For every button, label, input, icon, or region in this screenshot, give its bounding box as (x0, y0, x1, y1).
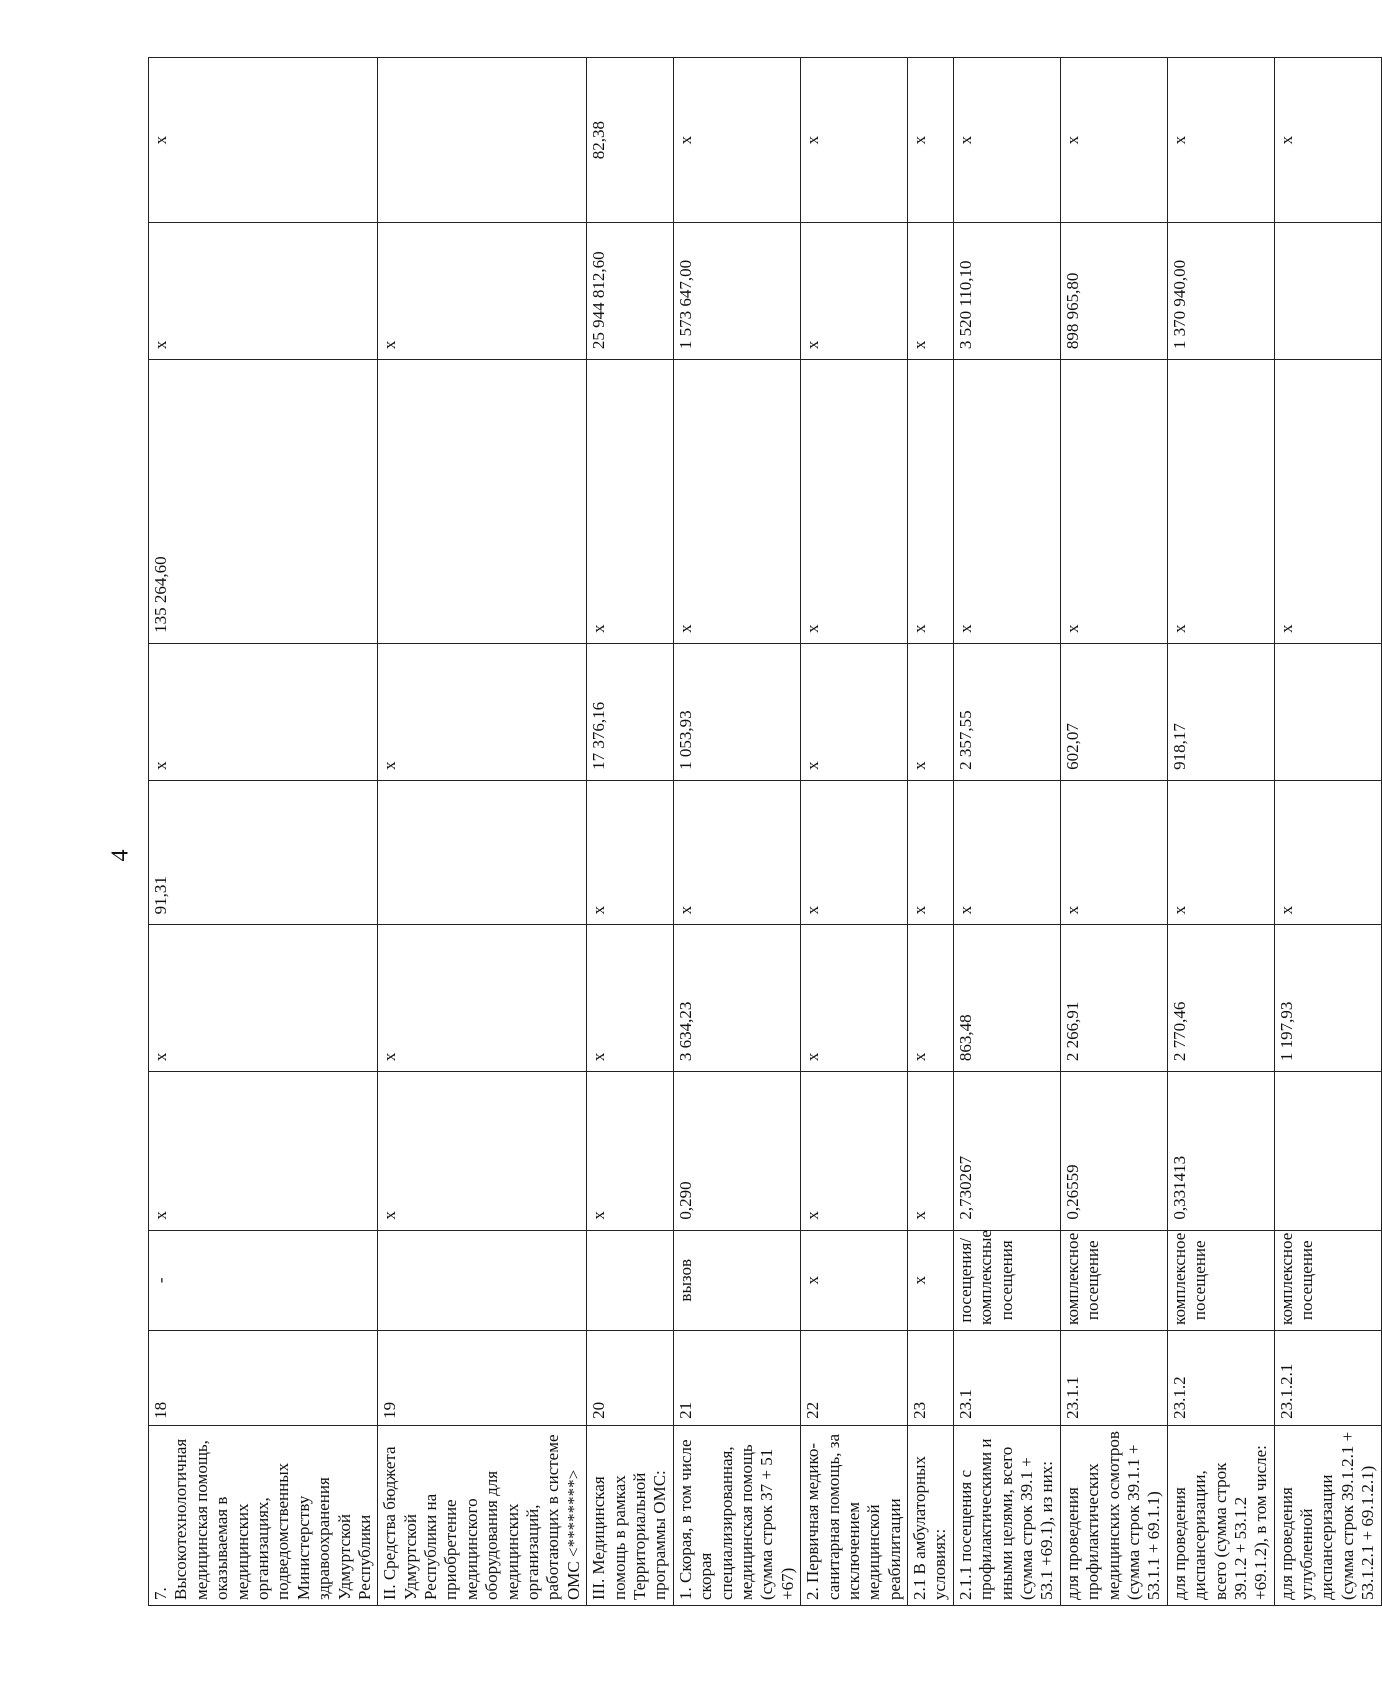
row-name: для проведения профилактических медицинских осмотров (сумма строк 39.1.1 + 53.1.1 + 69.1.1) (1060, 1425, 1167, 1605)
row-number: 23.1.2.1 (1274, 1330, 1381, 1425)
cost-per-unit: 2 770,46 (1167, 925, 1274, 1072)
table-row (908, 58, 954, 1606)
row-number: 21 (673, 1330, 800, 1425)
percent-share (378, 58, 587, 223)
total-oms: 898 965,80 (1060, 223, 1167, 360)
table-row (587, 58, 674, 1606)
cost-per-unit: 863,48 (953, 925, 1060, 1072)
row-number: 18 (149, 1330, 378, 1425)
per-capita-budget: x (908, 780, 954, 925)
row-name: 1. Скорая, в том числе скорая специализированная, медицинская помощь (сумма строк 37 + 51 +67) (673, 1425, 800, 1605)
percent-share: x (149, 58, 378, 223)
cost-per-unit: 1 197,93 (1274, 925, 1381, 1072)
unit-of-measure: комплексное посещение (1167, 1230, 1274, 1330)
unit-of-measure: x (908, 1230, 954, 1330)
row-number: 22 (801, 1330, 908, 1425)
total-oms: 3 520 110,10 (953, 223, 1060, 360)
row-number: 23.1.2 (1167, 1330, 1274, 1425)
total-budget: x (908, 360, 954, 644)
rotated-table-wrapper (148, 57, 1378, 1606)
total-budget: x (587, 360, 674, 644)
percent-share: x (953, 58, 1060, 223)
unit-of-measure: комплексное посещение (1274, 1230, 1381, 1330)
total-budget: x (1274, 360, 1381, 644)
percent-share: x (1060, 58, 1167, 223)
cost-per-unit: 3 634,23 (673, 925, 800, 1072)
total-oms: x (149, 223, 378, 360)
table-row (1167, 58, 1274, 1606)
row-name: 2.1 В амбулаторных условиях: (908, 1425, 954, 1605)
row-name: 2. Первичная медико-санитарная помощь, за исключением медицинской реабилитации (801, 1425, 908, 1605)
unit-of-measure (378, 1230, 587, 1330)
unit-of-measure: посещения/ комплексные посещения (953, 1230, 1060, 1330)
row-name: 7. Высокотехнологичная медицинская помощь, оказываемая в медицинских организациях, подведомственных Министерству здравоохранения Удмуртской Республики (149, 1425, 378, 1605)
total-oms: x (378, 223, 587, 360)
total-oms: 25 944 812,60 (587, 223, 674, 360)
unit-of-measure: комплексное посещение (1060, 1230, 1167, 1330)
cost-per-unit: x (149, 925, 378, 1072)
cost-per-unit: x (908, 925, 954, 1072)
unit-of-measure: x (801, 1230, 908, 1330)
unit-of-measure: вызов (673, 1230, 800, 1330)
percent-share: x (673, 58, 800, 223)
program-table (148, 57, 1382, 1606)
row-number: 23.1 (953, 1330, 1060, 1425)
per-capita-oms: 602,07 (1060, 643, 1167, 780)
row-number: 23 (908, 1330, 954, 1425)
volume-per-person: 0,331413 (1167, 1072, 1274, 1231)
percent-share: x (1274, 58, 1381, 223)
per-capita-oms: 2 357,55 (953, 643, 1060, 780)
per-capita-oms: x (801, 643, 908, 780)
per-capita-oms: 918,17 (1167, 643, 1274, 780)
per-capita-oms (1274, 643, 1381, 780)
row-name: для проведения углубленной диспансеризации (сумма строк 39.1.2.1 + 53.1.2.1 + 69.1.2.1) (1274, 1425, 1381, 1605)
per-capita-oms: 1 053,93 (673, 643, 800, 780)
volume-per-person: x (908, 1072, 954, 1231)
volume-per-person: x (587, 1072, 674, 1231)
volume-per-person: x (378, 1072, 587, 1231)
total-oms: x (908, 223, 954, 360)
total-budget: 135 264,60 (149, 360, 378, 644)
total-budget: x (953, 360, 1060, 644)
row-name: для проведения диспансеризации, всего (сумма строк 39.1.2 + 53.1.2 +69.1.2), в том числе: (1167, 1425, 1274, 1605)
per-capita-budget: x (953, 780, 1060, 925)
per-capita-budget (378, 780, 587, 925)
per-capita-budget: x (1060, 780, 1167, 925)
per-capita-budget: x (801, 780, 908, 925)
total-budget: x (801, 360, 908, 644)
cost-per-unit: x (587, 925, 674, 1072)
total-budget (378, 360, 587, 644)
volume-per-person: 0,26559 (1060, 1072, 1167, 1231)
volume-per-person: 2,730267 (953, 1072, 1060, 1231)
total-oms: x (801, 223, 908, 360)
per-capita-budget: x (1274, 780, 1381, 925)
per-capita-oms: x (378, 643, 587, 780)
row-name: III. Медицинская помощь в рамках Территориальной программы ОМС: (587, 1425, 674, 1605)
per-capita-oms: x (149, 643, 378, 780)
total-budget: x (1060, 360, 1167, 644)
volume-per-person: 0,290 (673, 1072, 800, 1231)
table-row (801, 58, 908, 1606)
table-row (378, 58, 587, 1606)
unit-of-measure (587, 1230, 674, 1330)
total-budget: x (1167, 360, 1274, 644)
volume-per-person: x (149, 1072, 378, 1231)
cost-per-unit: x (378, 925, 587, 1072)
table-row (953, 58, 1060, 1606)
total-budget: x (673, 360, 800, 644)
row-number: 20 (587, 1330, 674, 1425)
per-capita-budget: 91,31 (149, 780, 378, 925)
volume-per-person (1274, 1072, 1381, 1231)
per-capita-budget: x (673, 780, 800, 925)
table-row (1060, 58, 1167, 1606)
row-name: 2.1.1 посещения с профилактическими и иными целями, всего (сумма строк 39.1 + 53.1 +69.1), из них: (953, 1425, 1060, 1605)
per-capita-budget: x (587, 780, 674, 925)
row-name: II. Средства бюджета Удмуртской Республики на приобретение медицинского оборудования для медицинских организаций, работающих в системе ОМС <********> (378, 1425, 587, 1605)
per-capita-oms: 17 376,16 (587, 643, 674, 780)
percent-share: x (1167, 58, 1274, 223)
percent-share: x (908, 58, 954, 223)
percent-share: x (801, 58, 908, 223)
percent-share: 82,38 (587, 58, 674, 223)
per-capita-oms: x (908, 643, 954, 780)
cost-per-unit: x (801, 925, 908, 1072)
total-oms (1274, 223, 1381, 360)
row-number: 19 (378, 1330, 587, 1425)
cost-per-unit: 2 266,91 (1060, 925, 1167, 1072)
volume-per-person: x (801, 1072, 908, 1231)
total-oms: 1 573 647,00 (673, 223, 800, 360)
rotated-table-container (148, 57, 1378, 1606)
per-capita-budget: x (1167, 780, 1274, 925)
total-oms: 1 370 940,00 (1167, 223, 1274, 360)
table-row (149, 58, 378, 1606)
table-row (1274, 58, 1381, 1606)
table-row (673, 58, 800, 1606)
row-number: 23.1.1 (1060, 1330, 1167, 1425)
page-number: 4 (107, 849, 134, 862)
unit-of-measure: - (149, 1230, 378, 1330)
